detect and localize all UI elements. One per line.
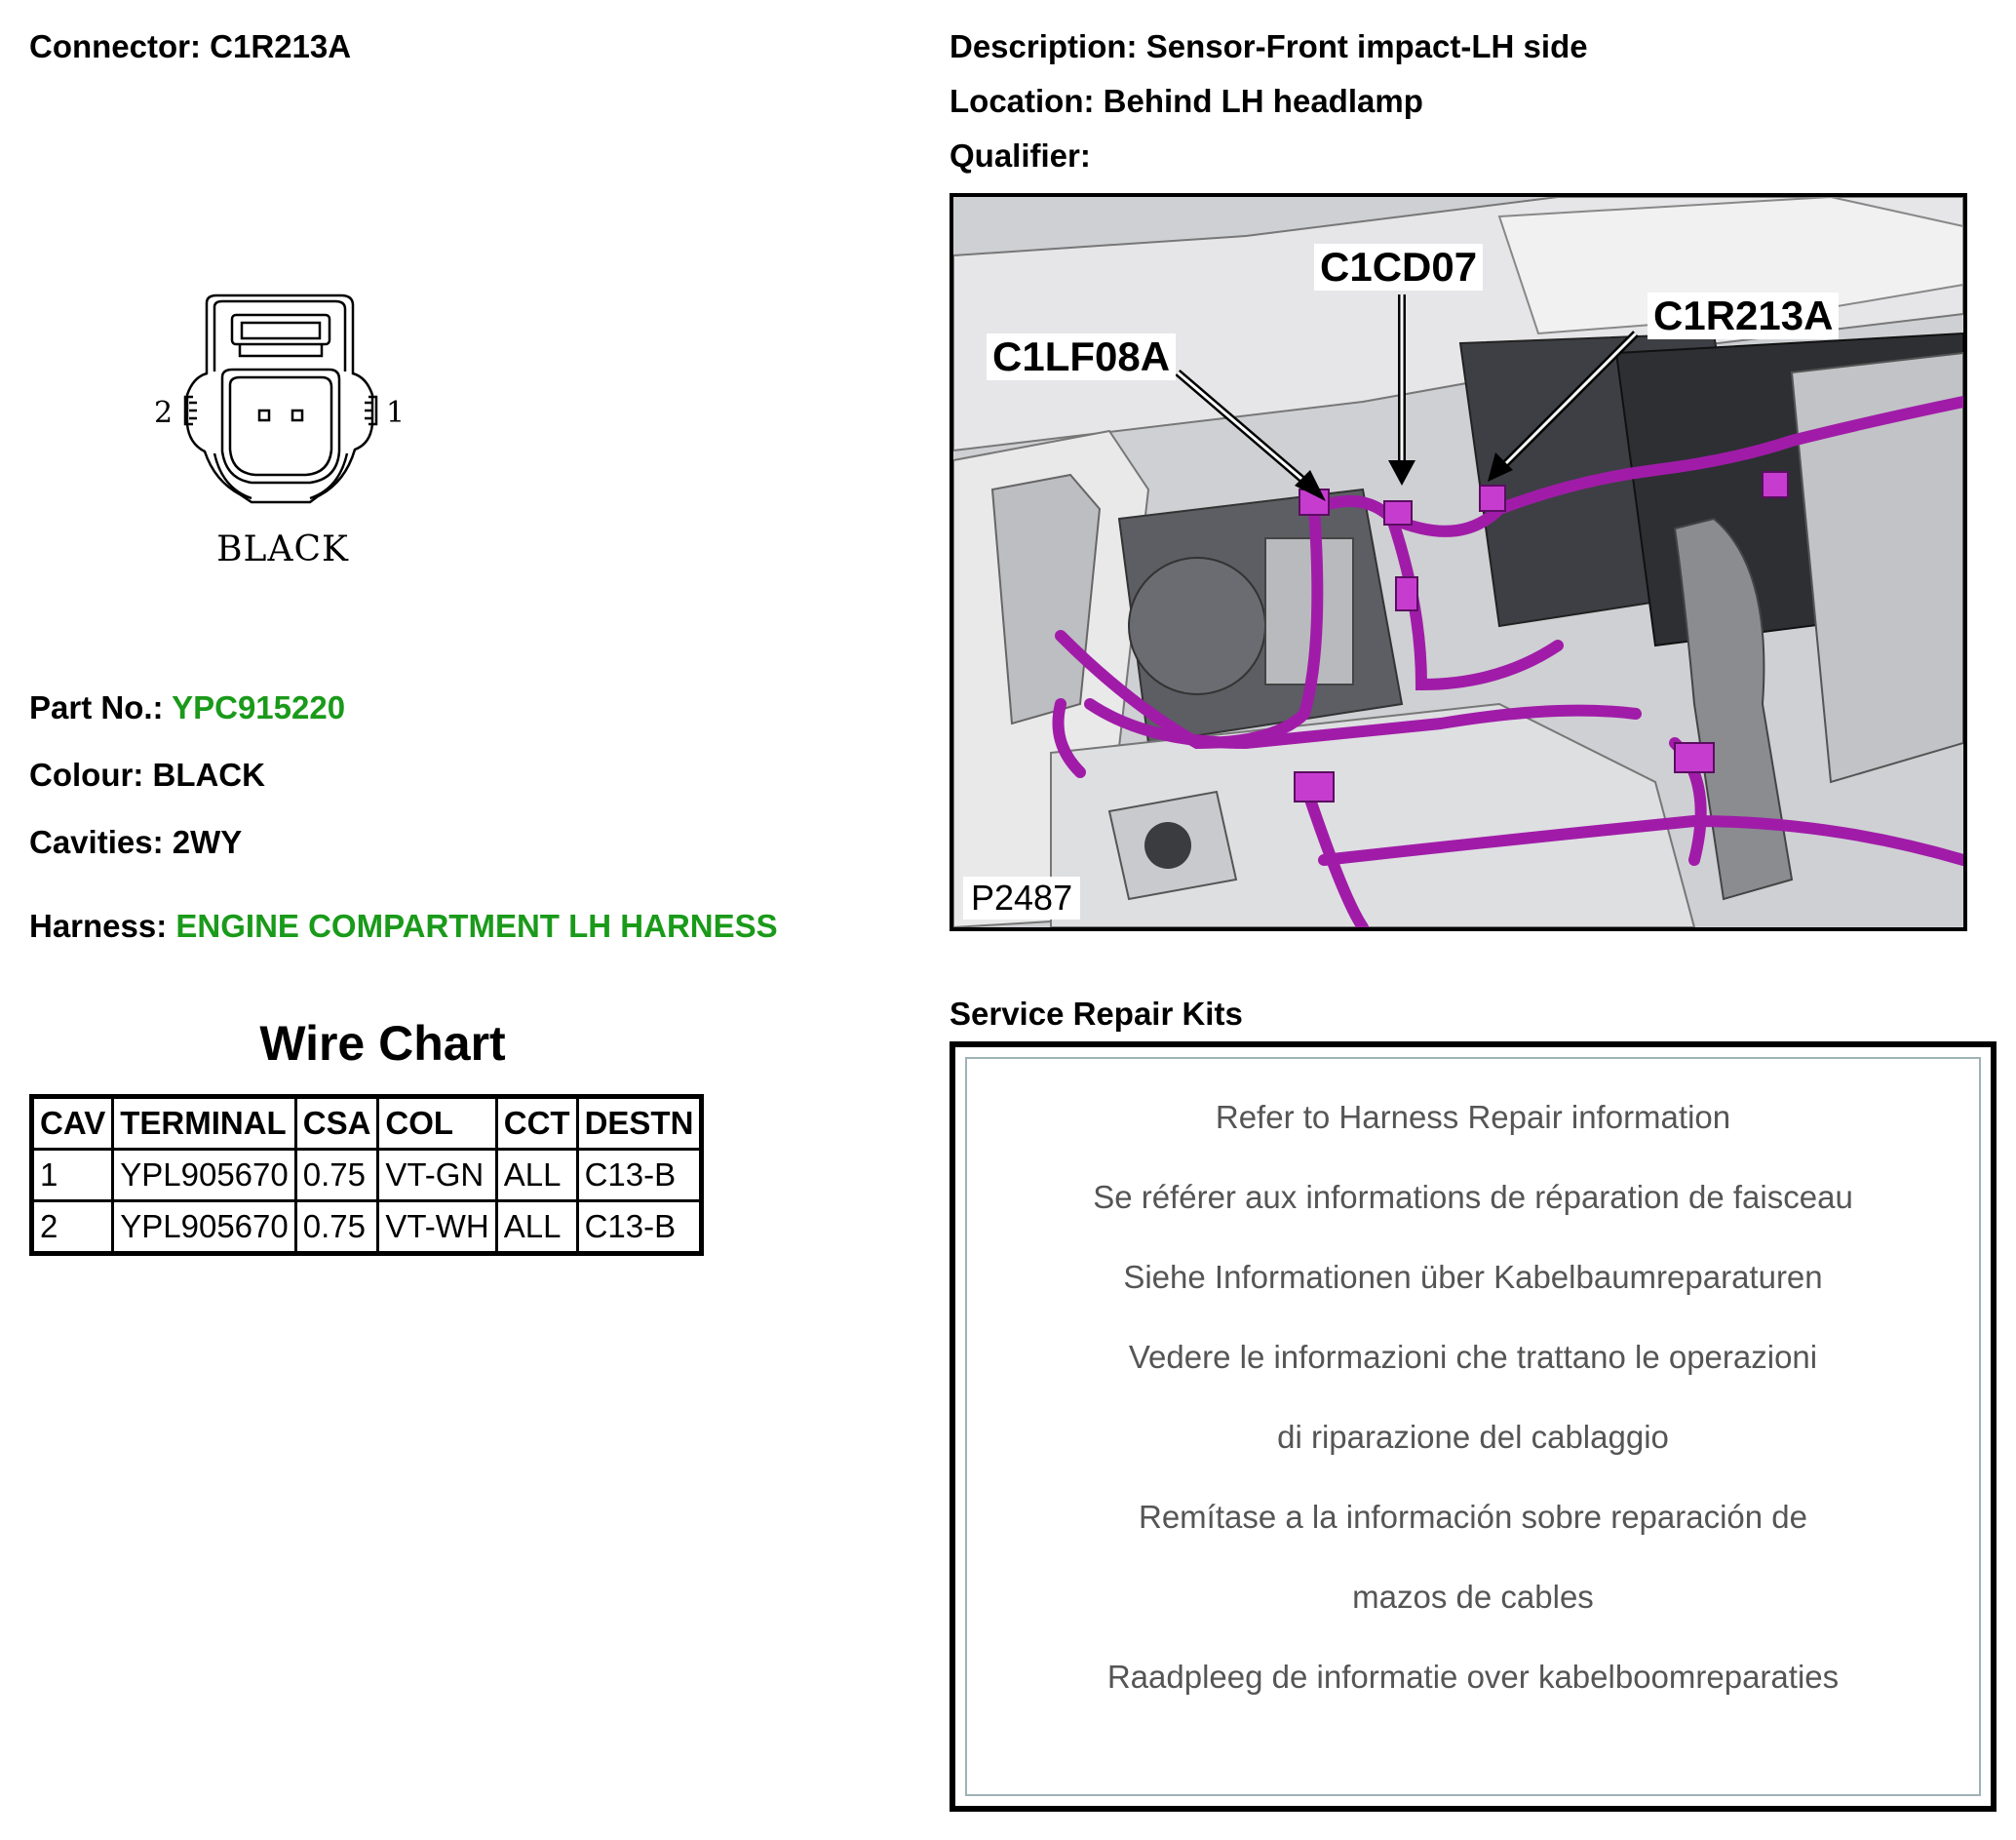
connector-label: Connector: [29, 28, 201, 64]
connector-value: C1R213A [210, 28, 352, 64]
location-line [950, 82, 1423, 121]
wire-chart-header-row [32, 1097, 702, 1150]
cavities-label: Cavities: [29, 824, 164, 860]
cavities-value: 2WY [172, 824, 243, 860]
harness-line [29, 907, 778, 946]
cell-cav: 1 [32, 1150, 113, 1201]
column-header-col: COL [378, 1097, 496, 1150]
wire-chart-title: Wire Chart [259, 1016, 506, 1071]
callout-c1r213a: C1R213A [1648, 293, 1839, 339]
cell-destn: C13-B [577, 1201, 702, 1254]
cell-cct: ALL [496, 1201, 577, 1254]
repair-info-line-en: Refer to Harness Repair information [1215, 1099, 1731, 1135]
cell-csa: 0.75 [295, 1150, 378, 1201]
cavities-line [29, 823, 242, 862]
connector-face-icon [146, 288, 419, 580]
qualifier-line [950, 137, 1091, 176]
location-label: Location: [950, 83, 1095, 119]
cell-terminal: YPL905670 [113, 1150, 296, 1201]
colour-value: BLACK [152, 757, 265, 793]
repair-info-line-de: Siehe Informationen über Kabelbaumreparaturen [1123, 1259, 1823, 1295]
service-repair-kits-box [950, 1041, 1997, 1812]
callout-c1cd07: C1CD07 [1314, 244, 1483, 291]
column-header-destn: DESTN [577, 1097, 702, 1150]
service-repair-kits-content [965, 1057, 1981, 1796]
repair-info-line-it-1: Vedere le informazioni che trattano le operazioni [1128, 1339, 1818, 1375]
description-value: Sensor-Front impact-LH side [1145, 28, 1588, 64]
harness-link[interactable]: ENGINE COMPARTMENT LH HARNESS [175, 908, 778, 944]
callout-c1lf08a: C1LF08A [987, 333, 1176, 380]
repair-info-line-fr: Se référer aux informations de réparation de faisceau [1093, 1179, 1853, 1215]
part-no-label: Part No.: [29, 689, 164, 725]
pin-number-left: 2 [154, 396, 174, 430]
qualifier-label: Qualifier: [950, 137, 1091, 174]
repair-info-line-es-1: Remítase a la información sobre reparación de [1138, 1499, 1808, 1535]
cell-col: VT-GN [378, 1150, 496, 1201]
cell-terminal: YPL905670 [113, 1201, 296, 1254]
part-no-line [29, 688, 345, 727]
cell-cav: 2 [32, 1201, 113, 1254]
column-header-csa: CSA [295, 1097, 378, 1150]
service-repair-kits-title: Service Repair Kits [950, 996, 1243, 1032]
column-header-cct: CCT [496, 1097, 577, 1150]
repair-info-line-it-2: di riparazione del cablaggio [1277, 1419, 1669, 1455]
repair-info-line-es-2: mazos de cables [1352, 1579, 1594, 1615]
cell-col: VT-WH [378, 1201, 496, 1254]
connector-colour-text: BLACK [216, 529, 349, 569]
pin-number-right: 1 [386, 396, 406, 430]
table-row [32, 1201, 702, 1254]
colour-label: Colour: [29, 757, 144, 793]
column-header-cav: CAV [32, 1097, 113, 1150]
wire-chart-table [29, 1094, 704, 1256]
colour-line [29, 756, 265, 795]
table-row [32, 1150, 702, 1201]
description-line [950, 27, 1588, 66]
location-value: Behind LH headlamp [1103, 83, 1423, 119]
cell-cct: ALL [496, 1150, 577, 1201]
harness-label: Harness: [29, 908, 168, 944]
connector-line [29, 27, 351, 66]
description-label: Description: [950, 28, 1138, 64]
repair-info-line-nl: Raadpleeg de informatie over kabelboomreparaties [1106, 1659, 1840, 1695]
cell-destn: C13-B [577, 1150, 702, 1201]
cell-csa: 0.75 [295, 1201, 378, 1254]
image-reference-number: P2487 [963, 877, 1080, 920]
connector-location-image [950, 193, 1967, 931]
part-no-link[interactable]: YPC915220 [172, 689, 346, 725]
column-header-terminal: TERMINAL [113, 1097, 296, 1150]
